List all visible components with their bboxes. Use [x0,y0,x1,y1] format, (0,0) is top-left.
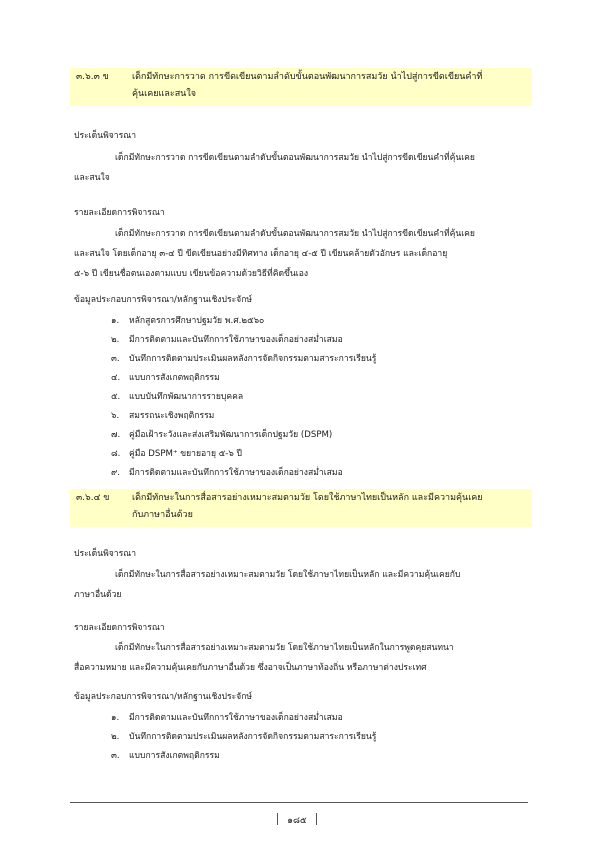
list-item-text: แบบการสังเกตพฤติกรรม [129,751,220,761]
consider-heading: ประเด็นพิจารณา [74,549,137,559]
section-number: ๓.๖.๔ ข [76,493,110,503]
section-title [132,69,526,103]
list-item-text: บันทึกการติดตามประเมินผลหลังการจัดกิจกรรมตามสาระการเรียนรู้ [129,354,377,364]
section-header-3-6-3 [70,68,532,106]
detail-text: ๕-๖ ปี เขียนชื่อตนเองตามแบบ เขียนข้อความด้วยวิธีที่คิดขึ้นเอง [74,269,309,279]
section-title-line: เด็กมีทักษะในการสื่อสารอย่างเหมาะสมตามวัย โดยใช้ภาษาไทยเป็นหลัก และมีความคุ้นเคย [132,493,483,503]
section-title-line: กับภาษาอื่นด้วย [132,510,193,520]
list-item-text: คู่มือ DSPM⁺ ขยายอายุ ๕-๖ ปี [129,449,243,459]
list-item-text: บันทึกการติดตามประเมินผลหลังการจัดกิจกรรมตามสาระการเรียนรู้ [129,732,377,742]
list-item-text: มีการติดตามและบันทึกการใช้ภาษาของเด็กอย่างสม่ำเสมอ [129,468,343,478]
list-item-text: มีการติดตามและบันทึกการใช้ภาษาของเด็กอย่างสม่ำเสมอ [129,335,343,345]
list-item-number: ๒. [111,732,120,742]
list-item-number: ๒. [111,335,120,345]
list-item-text: คู่มือเฝ้าระวังและส่งเสริมพัฒนาการเด็กปฐมวัย (DSPM) [129,430,333,440]
list-item-text: สมรรถนะเชิงพฤติกรรม [129,411,215,421]
consider-text: ภาษาอื่นด้วย [74,590,122,600]
detail-text: สื่อความหมาย และมีความคุ้นเคยกับภาษาอื่นด้วย ซึ่งอาจเป็นภาษาท้องถิ่น หรือภาษาต่างประเทศ [74,663,427,673]
section-title [132,490,526,524]
list-item-number: ๙. [111,468,121,478]
consider-text: เด็กมีทักษะในการสื่อสารอย่างเหมาะสมตามวัย โดยใช้ภาษาไทยเป็นหลัก และมีความคุ้นเคยกับ [115,570,461,580]
section-header-3-6-4 [70,489,532,527]
section-title-line: เด็กมีทักษะการวาด การขีดเขียนตามลำดับขั้นตอนพัฒนาการสมวัย นำไปสู่การขีดเขียนคำที่ [132,72,483,82]
list-item-number: ๑. [111,713,120,723]
list-item-text: มีการติดตามและบันทึกการใช้ภาษาของเด็กอย่างสม่ำเสมอ [129,713,343,723]
list-item-number: ๗. [111,430,121,440]
list-item-number: ๘. [111,449,121,459]
detail-text: เด็กมีทักษะการวาด การขีดเขียนตามลำดับขั้นตอนพัฒนาการสมวัย นำไปสู่การขีดเขียนคำที่คุ้นเคย [115,229,475,239]
detail-heading: รายละเอียดการพิจารณา [74,623,165,633]
list-item-text: แบบการสังเกตพฤติกรรม [129,373,220,383]
list-item-number: ๔. [111,373,121,383]
list-item-number: ๖. [111,411,120,421]
detail-text: และสนใจ โดยเด็กอายุ ๓-๔ ปี ขีดเขียนอย่างมีทิศทาง เด็กอายุ ๔-๕ ปี เขียนคล้ายตัวอักษร และเด็กอายุ [74,249,448,259]
list-item-text: แบบบันทึกพัฒนาการรายบุคคล [129,392,244,402]
section-number: ๓.๖.๓ ข [76,72,109,82]
evidence-heading: ข้อมูลประกอบการพิจารณา/หลักฐานเชิงประจักษ์ [74,692,253,702]
consider-heading: ประเด็นพิจารณา [74,131,137,141]
list-item-text: หลักสูตรการศึกษาปฐมวัย พ.ศ.๒๕๖๐ [129,316,265,326]
list-item-number: ๕. [111,392,121,402]
section-title-line: คุ้นเคยและสนใจ [132,89,197,99]
detail-heading: รายละเอียดการพิจารณา [74,208,165,218]
detail-text: เด็กมีทักษะในการสื่อสารอย่างเหมาะสมตามวัย โดยใช้ภาษาไทยเป็นหลักในการพูดคุยสนทนา [115,643,454,653]
evidence-heading: ข้อมูลประกอบการพิจารณา/หลักฐานเชิงประจักษ์ [74,295,253,305]
consider-text: เด็กมีทักษะการวาด การขีดเขียนตามลำดับขั้นตอนพัฒนาการสมวัย นำไปสู่การขีดเขียนคำที่คุ้นเคย [115,153,475,163]
list-item-number: ๓. [111,751,120,761]
page-number: ๑๘๕ [277,813,317,827]
list-item-number: ๓. [111,354,120,364]
consider-text: และสนใจ [74,173,110,183]
footer-divider [70,802,528,803]
list-item-number: ๑. [111,316,120,326]
